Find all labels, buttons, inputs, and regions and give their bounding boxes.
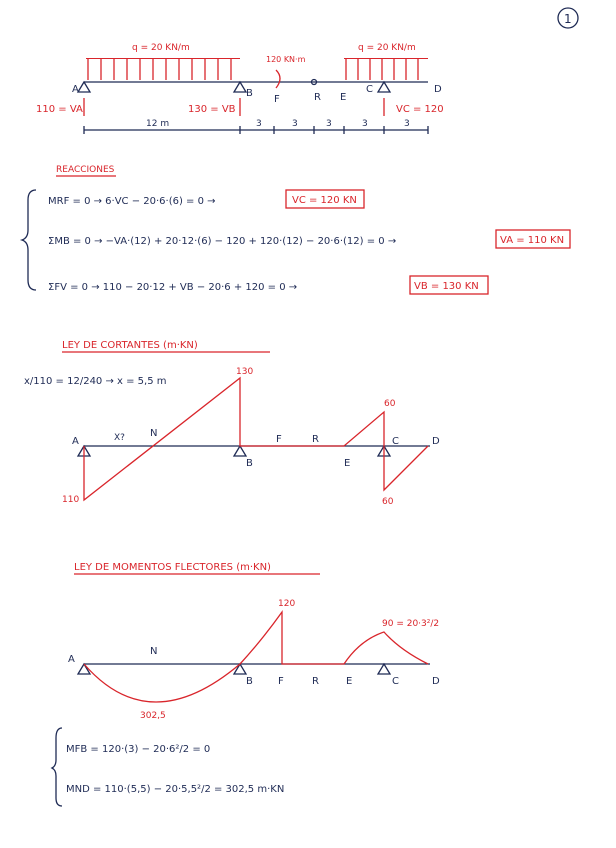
moment-n-label: N	[150, 646, 158, 657]
page-number: 1	[564, 12, 572, 26]
point-b: B	[246, 88, 253, 99]
dim-3-1: 3	[256, 119, 262, 129]
point-a: A	[72, 84, 79, 95]
shear-point-r: R	[312, 434, 319, 445]
shear-value-neg110: 110	[62, 495, 80, 505]
point-r: R	[314, 92, 321, 103]
moment-point-f: F	[278, 676, 284, 687]
beam-diagram	[36, 43, 444, 134]
support-b	[234, 82, 246, 92]
shear-point-c: C	[392, 436, 399, 447]
dim-3-4: 3	[362, 119, 368, 129]
moment-point-e: E	[346, 676, 353, 687]
shear-point-d: D	[432, 436, 440, 447]
moment-point-a: A	[68, 654, 75, 665]
shear-diagram	[84, 378, 428, 500]
moment-point-b: B	[246, 676, 253, 687]
calc-line-1: MFB = 120·(3) − 20·6²/2 = 0	[66, 744, 211, 755]
moment-diagram	[84, 612, 428, 702]
reaction-a-label: 110 = VA	[36, 104, 83, 115]
load-label-right: q = 20 KN/m	[358, 43, 416, 53]
moment-point-d: D	[432, 676, 440, 687]
equation-2-result: VA = 110 KN	[500, 235, 565, 246]
dim-3-3: 3	[326, 119, 332, 129]
shear-value-60-top: 60	[384, 399, 396, 409]
point-f: F	[274, 94, 280, 105]
dim-3-2: 3	[292, 119, 298, 129]
moment-heading: LEY DE MOMENTOS FLECTORES (m·KN)	[74, 562, 271, 573]
shear-point-e: E	[344, 458, 351, 469]
equation-3: ΣFV = 0 → 110 − 20·12 + VB − 20·6 + 120 = 0 →	[48, 282, 298, 293]
support-c	[378, 82, 390, 92]
shear-value-130: 130	[236, 367, 254, 377]
reactions-section	[22, 165, 570, 294]
shear-point-b: B	[246, 458, 253, 469]
shear-x-label: X?	[114, 433, 125, 443]
distributed-load-right	[344, 58, 428, 59]
dim-12m: 12 m	[146, 119, 170, 129]
shear-supports	[78, 446, 390, 456]
equation-1: MRF = 0 → 6·VC − 20·6·(6) = 0 →	[48, 196, 216, 207]
reaction-c-label: VC = 120	[396, 104, 444, 115]
equation-3-result: VB = 130 KN	[414, 281, 479, 292]
moment-calculations	[52, 728, 284, 806]
distributed-load-left	[86, 58, 240, 59]
equation-brace	[22, 190, 36, 290]
load-arrows-right	[346, 58, 418, 80]
moment-value-302: 302,5	[140, 711, 166, 721]
moment-point-c: C	[392, 676, 399, 687]
support-a	[78, 82, 90, 92]
load-label-left: q = 20 KN/m	[132, 43, 190, 53]
reactions-heading: REACCIONES	[56, 165, 115, 175]
equation-2: ΣMB = 0 → −VA·(12) + 20·12·(6) − 120 + 120·(12) − 20·6·(12) = 0 →	[48, 236, 397, 247]
moment-label: 120 KN·m	[266, 55, 306, 64]
dim-3-5: 3	[404, 119, 410, 129]
shear-heading: LEY DE CORTANTES (m·KN)	[62, 340, 198, 351]
shear-formula: x/110 = 12/240 → x = 5,5 m	[24, 376, 167, 387]
shear-value-60-bot: 60	[382, 497, 394, 507]
shear-section	[24, 340, 440, 507]
moment-value-120: 120	[278, 599, 296, 609]
point-c: C	[366, 84, 373, 95]
moment-arrow	[276, 70, 280, 88]
load-arrows-left	[88, 58, 231, 80]
equation-1-result: VC = 120 KN	[292, 195, 357, 206]
shear-point-a: A	[72, 436, 79, 447]
moment-value-90: 90 = 20·3²/2	[382, 619, 440, 629]
point-e: E	[340, 92, 347, 103]
moment-point-r: R	[312, 676, 319, 687]
calc-line-2: MND = 110·(5,5) − 20·5,5²/2 = 302,5 m·KN	[66, 784, 285, 795]
shear-n-label: N	[150, 428, 158, 439]
reaction-b-label: 130 = VB	[188, 104, 236, 115]
calc-brace	[52, 728, 62, 806]
point-d: D	[434, 84, 442, 95]
shear-point-f: F	[276, 434, 282, 445]
moment-section	[68, 562, 440, 721]
